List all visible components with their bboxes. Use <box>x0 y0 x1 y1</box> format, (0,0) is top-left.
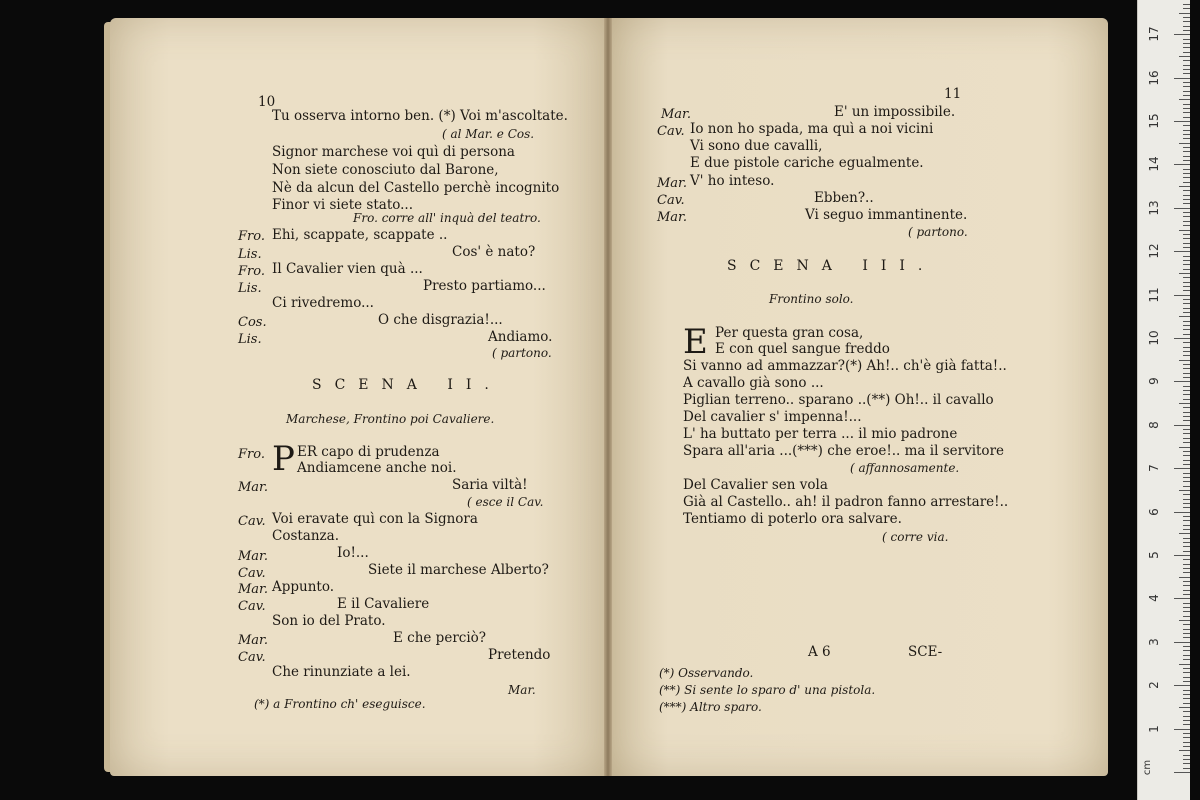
ruler-tick <box>1183 690 1190 691</box>
ruler-tick <box>1183 21 1190 22</box>
ruler-tick <box>1179 447 1190 448</box>
ruler-tick <box>1183 303 1190 304</box>
ruler-tick <box>1179 577 1190 578</box>
ruler-tick <box>1183 308 1190 309</box>
ruler-tick <box>1174 34 1190 35</box>
ruler-tick <box>1183 216 1190 217</box>
ruler-tick <box>1183 438 1190 439</box>
verse-line: Vi sono due cavalli, <box>690 138 823 154</box>
ruler-tick <box>1183 559 1190 560</box>
footnote: (***) Altro sparo. <box>659 700 762 714</box>
verse-line: Piglian terreno.. sparano ..(**) Oh!.. il cavallo <box>683 392 994 408</box>
ruler-tick <box>1183 329 1190 330</box>
ruler-tick <box>1174 772 1190 773</box>
ruler-tick <box>1179 230 1190 231</box>
ruler-tick <box>1183 108 1190 109</box>
verse-line: E' un impossibile. <box>834 104 956 120</box>
speaker-label: Cav. <box>238 650 266 665</box>
ruler-tick <box>1174 512 1190 513</box>
ruler-tick <box>1183 30 1190 31</box>
ruler-tick <box>1183 581 1190 582</box>
ruler-tick <box>1174 555 1190 556</box>
ruler-tick <box>1179 620 1190 621</box>
ruler-tick <box>1179 750 1190 751</box>
ruler-tick <box>1183 264 1190 265</box>
ruler-tick <box>1183 698 1190 699</box>
ruler-tick <box>1183 351 1190 352</box>
ruler-tick <box>1183 407 1190 408</box>
speaker-label: Mar. <box>661 107 691 122</box>
ruler-tick <box>1183 60 1190 61</box>
ruler-tick <box>1183 503 1190 504</box>
verse-line: V' ho inteso. <box>690 173 775 189</box>
ruler-tick <box>1174 338 1190 339</box>
speaker-label: Mar. <box>238 633 268 648</box>
ruler-tick <box>1183 529 1190 530</box>
ruler-tick <box>1174 164 1190 165</box>
speaker-label: Cav. <box>657 124 685 139</box>
ruler-tick <box>1179 273 1190 274</box>
ruler-tick <box>1183 538 1190 539</box>
page-number: 11 <box>944 86 962 102</box>
speaker-label: Mar. <box>238 549 268 564</box>
ruler-tick <box>1183 225 1190 226</box>
verse-line: Appunto. <box>272 579 335 595</box>
ruler-tick <box>1183 156 1190 157</box>
ruler-tick <box>1183 429 1190 430</box>
speaker-label: Cav. <box>238 566 266 581</box>
measuring-ruler <box>1137 0 1190 800</box>
ruler-number: 5 <box>1147 551 1161 559</box>
footnote: (**) Si sente lo sparo d' una pistola. <box>659 683 876 697</box>
verse-line: Ci rivedremo... <box>272 295 374 311</box>
ruler-tick <box>1183 95 1190 96</box>
ruler-number: 10 <box>1147 330 1161 346</box>
ruler-number: 1 <box>1147 724 1161 733</box>
ruler-tick <box>1183 190 1190 191</box>
ruler-tick <box>1183 243 1190 244</box>
footnote: (*) a Frontino ch' eseguisce. <box>254 697 426 711</box>
book-gutter <box>604 18 612 776</box>
ruler-tick <box>1183 442 1190 443</box>
ruler-tick <box>1183 768 1190 769</box>
ruler-tick <box>1183 117 1190 118</box>
speaker-label: Lis. <box>238 281 262 296</box>
speaker-label: Cos. <box>238 315 267 330</box>
speaker-label: Mar. <box>657 176 687 191</box>
stage-direction: ( corre via. <box>882 530 949 544</box>
verse-line: Il Cavalier vien quà ... <box>272 261 423 277</box>
stage-direction: ( partono. <box>492 346 552 360</box>
ruler-tick <box>1183 221 1190 222</box>
ruler-tick <box>1183 203 1190 204</box>
scene-heading: SCENA II. <box>312 377 502 393</box>
ruler-tick <box>1183 629 1190 630</box>
ruler-tick <box>1183 47 1190 48</box>
verse-line: O che disgrazia!... <box>378 312 503 328</box>
verse-line: ER capo di prudenza <box>297 444 440 460</box>
verse-line: Io non ho spada, ma quì a noi vicini <box>690 121 934 137</box>
verse-line: Vi seguo immantinente. <box>805 207 968 223</box>
verse-line: Signor marchese voi quì di persona <box>272 144 515 160</box>
ruler-tick <box>1179 533 1190 534</box>
ruler-tick <box>1183 633 1190 634</box>
ruler-tick <box>1183 386 1190 387</box>
verse-line: Finor vi siete stato... <box>272 197 414 213</box>
ruler-tick <box>1183 112 1190 113</box>
ruler-tick <box>1183 551 1190 552</box>
speaker-label: Lis. <box>238 247 262 262</box>
ruler-tick <box>1183 755 1190 756</box>
speaker-label: Lis. <box>238 332 262 347</box>
stage-direction: ( affannosamente. <box>850 461 960 475</box>
ruler-tick <box>1183 659 1190 660</box>
ruler-tick <box>1183 312 1190 313</box>
stage-direction: ( al Mar. e Cos. <box>442 127 535 141</box>
ruler-tick <box>1183 646 1190 647</box>
ruler-tick <box>1183 368 1190 369</box>
ruler-tick <box>1183 260 1190 261</box>
scene-cast: Frontino solo. <box>769 292 854 306</box>
ruler-number: 6 <box>1147 507 1161 516</box>
ruler-tick <box>1183 520 1190 521</box>
verse-line: Tu osserva intorno ben. (*) Voi m'ascoltate. <box>272 108 568 124</box>
ruler-tick <box>1183 568 1190 569</box>
ruler-tick <box>1183 507 1190 508</box>
ruler-number: 8 <box>1147 420 1161 429</box>
ruler-tick <box>1183 364 1190 365</box>
ruler-tick <box>1183 542 1190 543</box>
ruler-tick <box>1183 4 1190 5</box>
ruler-tick <box>1183 624 1190 625</box>
ruler-tick <box>1183 147 1190 148</box>
drop-cap: E <box>683 322 708 362</box>
verse-line: Voi eravate quì con la Signora <box>272 511 478 527</box>
verse-line: E con quel sangue freddo <box>715 341 890 357</box>
ruler-tick <box>1183 325 1190 326</box>
speaker-label: Fro. <box>238 229 265 244</box>
ruler-tick <box>1183 759 1190 760</box>
ruler-tick <box>1183 269 1190 270</box>
ruler-tick <box>1183 594 1190 595</box>
verse-line: Andiamcene anche noi. <box>297 460 457 476</box>
speaker-label: Mar. <box>657 210 687 225</box>
ruler-tick <box>1183 711 1190 712</box>
speaker-label: Fro. <box>238 264 265 279</box>
verse-line: Saria viltà! <box>452 477 528 493</box>
ruler-tick <box>1183 412 1190 413</box>
drop-cap: P <box>272 439 295 479</box>
ruler-tick <box>1183 585 1190 586</box>
ruler-tick <box>1174 78 1190 79</box>
ruler-tick <box>1183 477 1190 478</box>
ruler-tick <box>1174 468 1190 469</box>
ruler-tick <box>1179 664 1190 665</box>
ruler-tick <box>1179 490 1190 491</box>
ruler-tick <box>1183 177 1190 178</box>
catchword: Mar. <box>508 683 536 697</box>
ruler-number: 3 <box>1147 637 1161 646</box>
ruler-tick <box>1183 720 1190 721</box>
ruler-tick <box>1179 360 1190 361</box>
ruler-number: 13 <box>1147 200 1161 216</box>
ruler-tick <box>1174 425 1190 426</box>
ruler-tick <box>1183 212 1190 213</box>
verse-line: Ebben?.. <box>814 190 874 206</box>
verse-line: Per questa gran cosa, <box>715 325 864 341</box>
ruler-tick <box>1183 494 1190 495</box>
ruler-tick <box>1183 8 1190 9</box>
scene-heading: SCENA III. <box>727 258 936 274</box>
ruler-tick <box>1183 473 1190 474</box>
ruler-tick <box>1183 681 1190 682</box>
verse-line: Ehi, scappate, scappate .. <box>272 227 448 243</box>
ruler-tick <box>1183 733 1190 734</box>
speaker-label: Cav. <box>238 599 266 614</box>
ruler-tick <box>1183 451 1190 452</box>
ruler-tick <box>1183 104 1190 105</box>
verse-line: Si vanno ad ammazzar?(*) Ah!.. ch'è già fatta!.. <box>683 358 1007 374</box>
verse-line: Siete il marchese Alberto? <box>368 562 549 578</box>
ruler-tick <box>1179 707 1190 708</box>
stage-direction: Fro. corre all' inquà del teatro. <box>353 211 541 225</box>
ruler-tick <box>1183 234 1190 235</box>
ruler-tick <box>1183 199 1190 200</box>
ruler-tick <box>1183 694 1190 695</box>
ruler-tick <box>1183 355 1190 356</box>
verse-line: L' ha buttato per terra ... il mio padrone <box>683 426 958 442</box>
verse-line: Non siete conosciuto dal Barone, <box>272 162 499 178</box>
verse-line: Già al Castello.. ah! il padron fanno arrestare!.. <box>683 494 1009 510</box>
verse-line: E il Cavaliere <box>337 596 430 612</box>
ruler-tick <box>1183 394 1190 395</box>
verse-line: Spara all'aria ...(***) che eroe!.. ma il servitore <box>683 443 1005 459</box>
footnote: (*) Osservando. <box>659 666 754 680</box>
ruler-tick <box>1183 703 1190 704</box>
ruler-tick <box>1174 685 1190 686</box>
verse-line: Tentiamo di poterlo ora salvare. <box>683 511 902 527</box>
ruler-tick <box>1179 99 1190 100</box>
ruler-tick <box>1183 26 1190 27</box>
ruler-tick <box>1183 655 1190 656</box>
ruler-tick <box>1183 546 1190 547</box>
verse-line: Cos' è nato? <box>452 244 536 260</box>
ruler-tick <box>1183 399 1190 400</box>
ruler-tick <box>1183 238 1190 239</box>
speaker-label: Cav. <box>657 193 685 208</box>
stage-direction: ( partono. <box>908 225 968 239</box>
verse-line: Andiamo. <box>488 329 553 345</box>
ruler-tick <box>1174 381 1190 382</box>
ruler-number: 16 <box>1147 69 1161 86</box>
ruler-tick <box>1183 590 1190 591</box>
ruler-tick <box>1183 433 1190 434</box>
ruler-tick <box>1183 17 1190 18</box>
ruler-tick <box>1183 247 1190 248</box>
ruler-tick <box>1183 486 1190 487</box>
verse-line: A cavallo già sono ... <box>683 375 824 391</box>
ruler-tick <box>1183 672 1190 673</box>
ruler-tick <box>1183 516 1190 517</box>
ruler-tick <box>1183 377 1190 378</box>
ruler-tick <box>1183 742 1190 743</box>
ruler-number: 12 <box>1147 243 1161 259</box>
ruler-tick <box>1183 650 1190 651</box>
ruler-tick <box>1179 13 1190 14</box>
ruler-tick <box>1183 86 1190 87</box>
ruler-tick <box>1183 603 1190 604</box>
ruler-tick <box>1183 43 1190 44</box>
verse-line: E che perciò? <box>393 630 487 646</box>
ruler-tick <box>1183 607 1190 608</box>
ruler-tick <box>1183 420 1190 421</box>
verse-line: Che rinunziate a lei. <box>272 664 411 680</box>
ruler-tick <box>1183 182 1190 183</box>
ruler-tick <box>1183 173 1190 174</box>
ruler-tick <box>1183 737 1190 738</box>
ruler-tick <box>1183 460 1190 461</box>
ruler-unit: cm <box>1142 759 1154 776</box>
ruler-tick <box>1179 186 1190 187</box>
ruler-tick <box>1183 616 1190 617</box>
ruler-tick <box>1183 286 1190 287</box>
ruler-tick <box>1183 195 1190 196</box>
ruler-tick <box>1183 746 1190 747</box>
ruler-tick <box>1183 572 1190 573</box>
ruler-tick <box>1183 564 1190 565</box>
ruler-tick <box>1183 130 1190 131</box>
ruler-tick <box>1183 138 1190 139</box>
verse-line: Pretendo <box>488 647 551 663</box>
ruler-number: 7 <box>1147 464 1161 473</box>
ruler-tick <box>1183 481 1190 482</box>
ruler-tick <box>1183 347 1190 348</box>
scene-cast: Marchese, Frontino poi Cavaliere. <box>286 412 495 426</box>
ruler-tick <box>1183 82 1190 83</box>
ruler-number: 9 <box>1147 377 1161 386</box>
verse-line: Son io del Prato. <box>272 613 386 629</box>
ruler-tick <box>1183 160 1190 161</box>
ruler-tick <box>1183 716 1190 717</box>
verse-line: Del cavalier s' impenna!... <box>683 409 862 425</box>
ruler-tick <box>1183 151 1190 152</box>
ruler-tick <box>1183 52 1190 53</box>
ruler-tick <box>1174 598 1190 599</box>
ruler-tick <box>1183 299 1190 300</box>
ruler-tick <box>1183 668 1190 669</box>
ruler-tick <box>1174 295 1190 296</box>
stage-direction: ( esce il Cav. <box>467 495 544 509</box>
ruler-tick <box>1183 282 1190 283</box>
ruler-tick <box>1174 121 1190 122</box>
ruler-tick <box>1183 277 1190 278</box>
verse-line: Nè da alcun del Castello perchè incognito <box>272 180 560 196</box>
page-number: 10 <box>258 94 276 110</box>
ruler-tick <box>1183 416 1190 417</box>
speaker-label: Mar. <box>238 480 268 495</box>
ruler-tick <box>1174 642 1190 643</box>
ruler-number: 11 <box>1147 286 1161 303</box>
ruler-tick <box>1183 464 1190 465</box>
ruler-tick <box>1183 677 1190 678</box>
ruler-tick <box>1179 56 1190 57</box>
ruler-tick <box>1174 251 1190 252</box>
speaker-label: Cav. <box>238 514 266 529</box>
ruler-number: 4 <box>1147 594 1161 603</box>
ruler-number: 17 <box>1147 26 1161 42</box>
ruler-tick <box>1183 525 1190 526</box>
ruler-tick <box>1183 455 1190 456</box>
ruler-tick <box>1179 403 1190 404</box>
ruler-tick <box>1183 256 1190 257</box>
ruler-tick <box>1183 65 1190 66</box>
ruler-tick <box>1183 91 1190 92</box>
ruler-tick <box>1183 390 1190 391</box>
ruler-tick <box>1183 290 1190 291</box>
verse-line: Del Cavalier sen vola <box>683 477 828 493</box>
ruler-tick <box>1183 373 1190 374</box>
catchword: SCE- <box>908 644 943 660</box>
ruler-tick <box>1183 334 1190 335</box>
ruler-tick <box>1183 169 1190 170</box>
ruler-tick <box>1183 321 1190 322</box>
ruler-number: 14 <box>1147 156 1161 173</box>
ruler-number: 15 <box>1147 113 1161 129</box>
ruler-tick <box>1183 73 1190 74</box>
verse-line: E due pistole cariche egualmente. <box>690 155 924 171</box>
signature-mark: A 6 <box>808 644 831 660</box>
ruler-tick <box>1183 611 1190 612</box>
verse-line: Presto partiamo... <box>423 278 546 294</box>
ruler-tick <box>1183 342 1190 343</box>
ruler-tick <box>1183 499 1190 500</box>
ruler-tick <box>1183 69 1190 70</box>
verse-line: Costanza. <box>272 528 340 544</box>
speaker-label: Fro. <box>238 447 265 462</box>
ruler-number: 2 <box>1147 681 1161 690</box>
ruler-tick <box>1174 208 1190 209</box>
ruler-tick <box>1183 39 1190 40</box>
ruler-tick <box>1183 637 1190 638</box>
ruler-tick <box>1183 724 1190 725</box>
speaker-label: Mar. <box>238 582 268 597</box>
verse-line: Io!... <box>337 545 369 561</box>
ruler-tick <box>1179 143 1190 144</box>
ruler-tick <box>1179 316 1190 317</box>
ruler-tick <box>1183 125 1190 126</box>
ruler-tick <box>1183 134 1190 135</box>
ruler-tick <box>1183 763 1190 764</box>
ruler-tick <box>1174 729 1190 730</box>
